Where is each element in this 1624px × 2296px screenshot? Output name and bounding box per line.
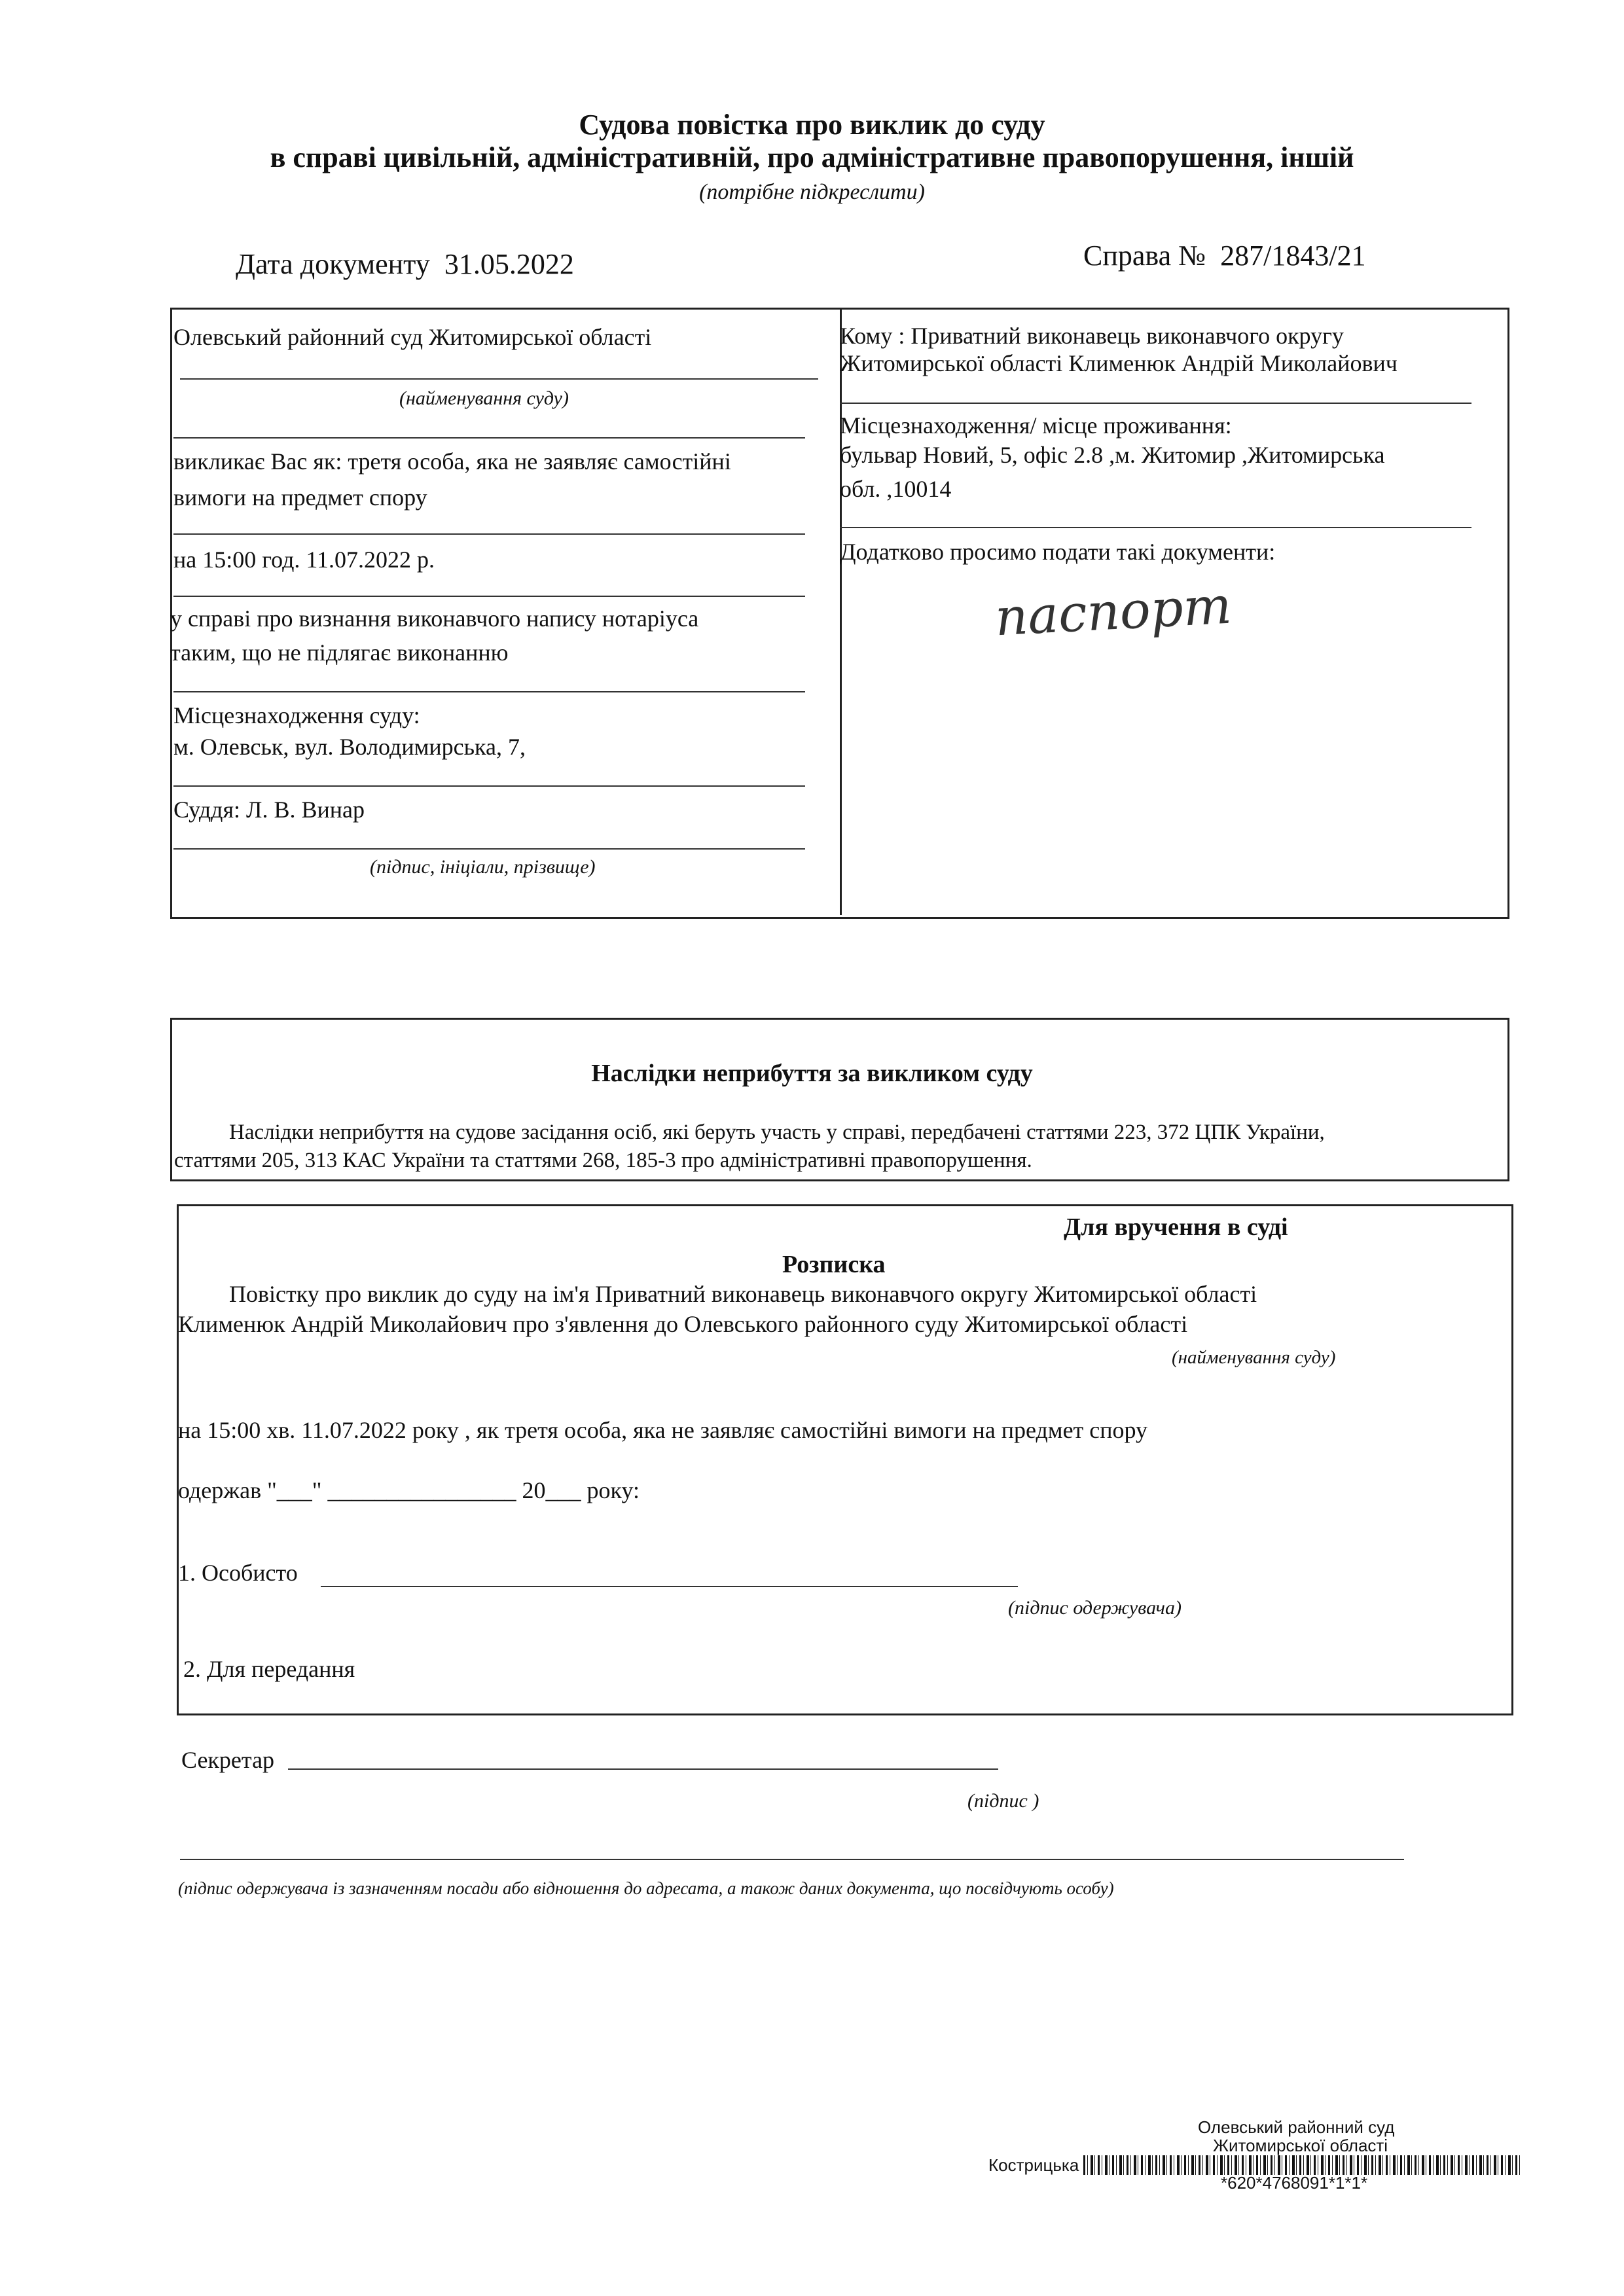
time-line (173, 596, 805, 597)
receipt-time-line: на 15:00 хв. 11.07.2022 року , як третя особа, яка не заявляє самостійні вимоги на предмет спору (178, 1417, 1148, 1443)
court-location-label: Місцезнаходження суду: (173, 702, 420, 728)
date-label: Дата документу (236, 248, 430, 280)
consequences-title: Наслідки неприбуття за викликом суду (591, 1060, 1033, 1087)
case-value: 287/1843/21 (1220, 240, 1366, 272)
extra-docs-label: Додатково просимо подати такі документи: (840, 539, 1276, 565)
court-name: Олевський районний суд Житомирської області (173, 324, 652, 350)
document-subtitle: в справі цивільній, адміністративній, про адміністративне правопорушення, іншій (270, 141, 1354, 173)
court-location-value: м. Олевськ, вул. Володимирська, 7, (173, 734, 526, 760)
receipt-court-caption: (найменування суду) (1172, 1347, 1336, 1368)
recipient-signature-line (180, 1859, 1404, 1860)
call-line (173, 533, 805, 535)
hearing-time: на 15:00 год. 11.07.2022 р. (173, 547, 435, 573)
secretary-caption: (підпис ) (967, 1790, 1039, 1812)
case-number (1083, 239, 1366, 272)
underline-note: (потрібне підкреслити) (699, 180, 925, 204)
court-caption-line (173, 437, 805, 439)
recipient-line (840, 403, 1471, 404)
case-subject-line1: у справі про визнання виконавчого напису нотаріуса (170, 605, 699, 632)
judge-name: Суддя: Л. В. Винар (173, 797, 365, 823)
court-caption: (найменування суду) (399, 387, 569, 409)
case-label: Справа № (1083, 240, 1206, 272)
call-as-line1: викликає Вас як: третя особа, яка не заявляє самостійні (173, 448, 731, 475)
address-label: Місцезнаходження/ місце проживання: (840, 412, 1232, 439)
document-date (236, 247, 574, 281)
personal-label: 1. Особисто (178, 1560, 298, 1586)
barcode (1083, 2155, 1521, 2175)
consequences-text-line2: статтями 205, 313 КАС України та статтями 268, 185-3 про адміністративні правопорушення. (174, 1149, 1032, 1172)
case-subject-line2: таким, що не підлягає виконанню (170, 639, 509, 666)
footer-court-line1: Олевський районний суд (1198, 2117, 1395, 2137)
court-name-line (180, 378, 818, 380)
recipient-caption: (підпис одержувача із зазначенням посади або відношення до адресата, а також даних документа, що посвідчують особу) (178, 1878, 1114, 1898)
receipt-title: Розписка (782, 1251, 886, 1278)
date-value: 31.05.2022 (444, 248, 574, 280)
document-title: Судова повістка про виклик до суду (579, 109, 1045, 141)
secretary-label: Секретар (181, 1747, 275, 1773)
receipt-line1: Повістку про виклик до суду на ім'я Приватний виконавець виконавчого округу Житомирської області (229, 1281, 1257, 1307)
clerk-name: Кострицька (988, 2155, 1079, 2175)
location-line (173, 785, 805, 787)
recipient-line2: Житомирської області Клименюк Андрій Миколайович (840, 350, 1398, 376)
personal-signature-line (321, 1586, 1018, 1587)
transfer-label: 2. Для передання (183, 1656, 355, 1682)
call-as-line2: вимоги на предмет спору (173, 484, 427, 511)
recipient-line1: Кому : Приватний виконавець виконавчого округу (840, 323, 1344, 349)
personal-caption: (підпис одержувача) (1008, 1597, 1182, 1619)
receipt-line2: Клименюк Андрій Миколайович про з'явлення до Олевського районного суду Житомирської області (178, 1311, 1188, 1337)
received-date-line: одержав "___" ________________ 20___ року: (178, 1477, 640, 1503)
address-line2: обл. ,10014 (840, 476, 952, 502)
handwritten-note: паспорт (993, 576, 1233, 648)
judge-caption: (підпис, ініціали, прізвище) (370, 856, 596, 878)
secretary-signature-line (288, 1768, 998, 1770)
for-court-label: Для вручення в суді (1064, 1213, 1288, 1241)
barcode-text: *620*4768091*1*1* (1221, 2173, 1368, 2193)
column-divider (840, 309, 842, 915)
consequences-text-line1: Наслідки неприбуття на судове засідання осіб, які беруть участь у справі, передбачені статтями 223, 372 ЦПК України, (229, 1121, 1325, 1144)
address-line (840, 527, 1471, 528)
address-line1: бульвар Новий, 5, офіс 2.8 ,м. Житомир ,Житомирська (840, 442, 1385, 468)
footer-court-line2: Житомирської області (1213, 2136, 1388, 2155)
case-line (173, 691, 805, 692)
judge-line (173, 848, 805, 850)
